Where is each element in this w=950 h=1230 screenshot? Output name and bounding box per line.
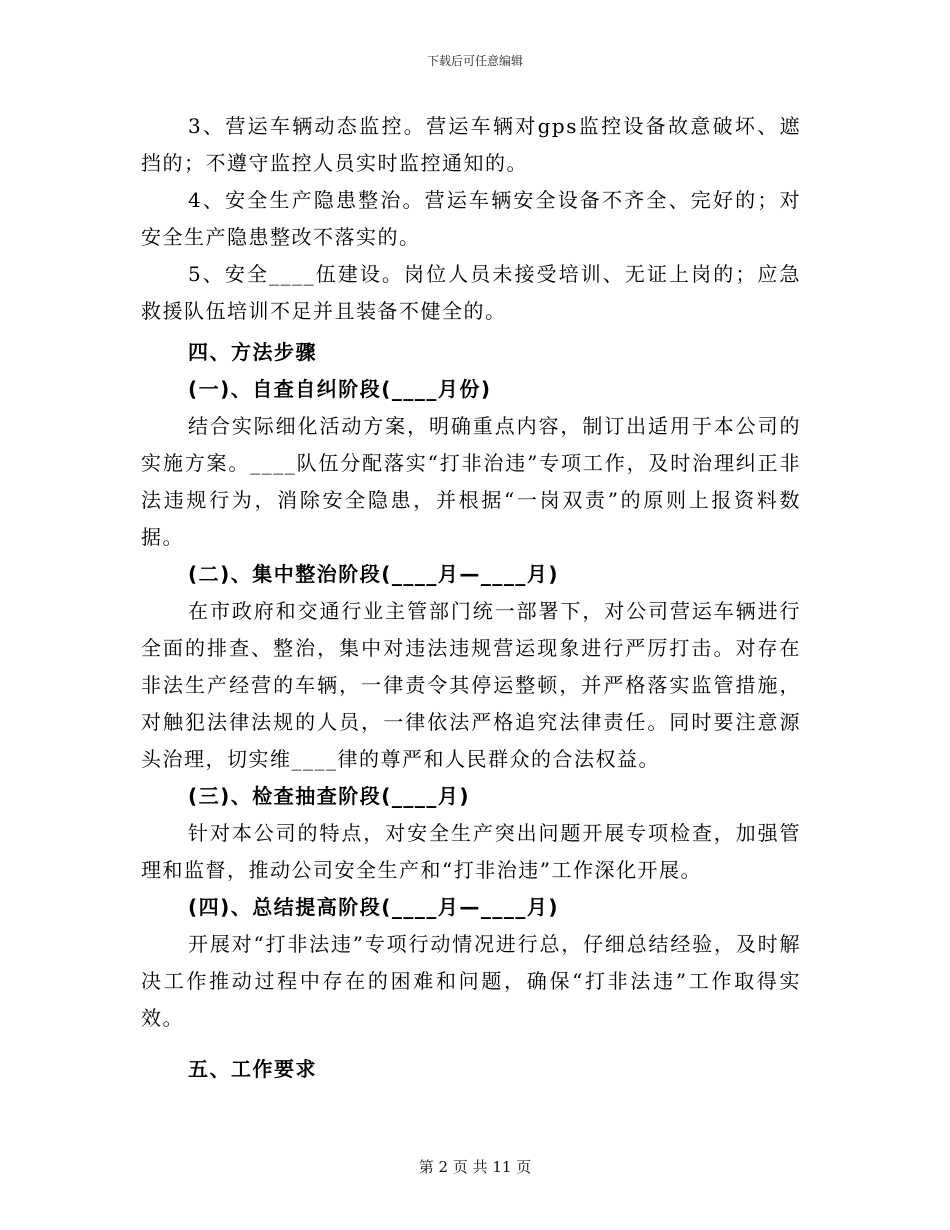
paragraph-item-5: 5、安全____伍建设。岗位人员未接受培训、无证上岗的；应急救援队伍培训不足并且装备不健全的。	[141, 262, 801, 323]
page-header: 下载后可任意编辑	[426, 54, 523, 68]
paragraph-item-3: 3、营运车辆动态监控。营运车辆对gps监控设备故意破坏、遮挡的；不遵守监控人员实时监控通知的。	[141, 114, 801, 175]
stage-4-body: 开展对“打非法违”专项行动情况进行总，仔细总结经验，及时解决工作推动过程中存在的困难和问题，确保“打非法违”工作取得实效。	[141, 932, 801, 1030]
stage-3-body: 针对本公司的特点，对安全生产突出问题开展专项检查，加强管理和监督，推动公司安全生产和“打非治违”工作深化开展。	[141, 821, 801, 882]
stage-1-body: 结合实际细化活动方案，明确重点内容，制订出适用于本公司的实施方案。____队伍分配落实“打非治违”专项工作，及时治理纠正非法违规行为，消除安全隐患，并根据“一岗双责”的原则上报资料数据。	[141, 414, 801, 549]
stage-2-title: (二)、集中整治阶段(____月—____月)	[188, 562, 560, 586]
document-body	[141, 108, 801, 1088]
stage-4-title: (四)、总结提高阶段(____月—____月)	[188, 895, 560, 919]
stage-3-title: (三)、检查抽查阶段(____月)	[188, 784, 471, 808]
stage-2-body: 在市政府和交通行业主管部门统一部署下，对公司营运车辆进行全面的排查、整治，集中对违法违规营运现象进行严厉打击。对存在非法生产经营的车辆，一律责令其停运整顿，并严格落实监管措施，对触犯法律法规的人员，一律依法严格追究法律责任。同时要注意源头治理，切实维____律的尊严和人民群众的合法权益。	[141, 599, 801, 771]
page-footer: 第 2 页 共 11 页	[418, 1158, 532, 1176]
paragraph-item-4: 4、安全生产隐患整治。营运车辆安全设备不齐全、完好的；对安全生产隐患整改不落实的。	[141, 188, 801, 249]
stage-1-title: (一)、自查自纠阶段(____月份)	[188, 377, 492, 401]
section-heading-methods: 四、方法步骤	[188, 340, 317, 364]
section-heading-requirements: 五、工作要求	[188, 1057, 317, 1081]
